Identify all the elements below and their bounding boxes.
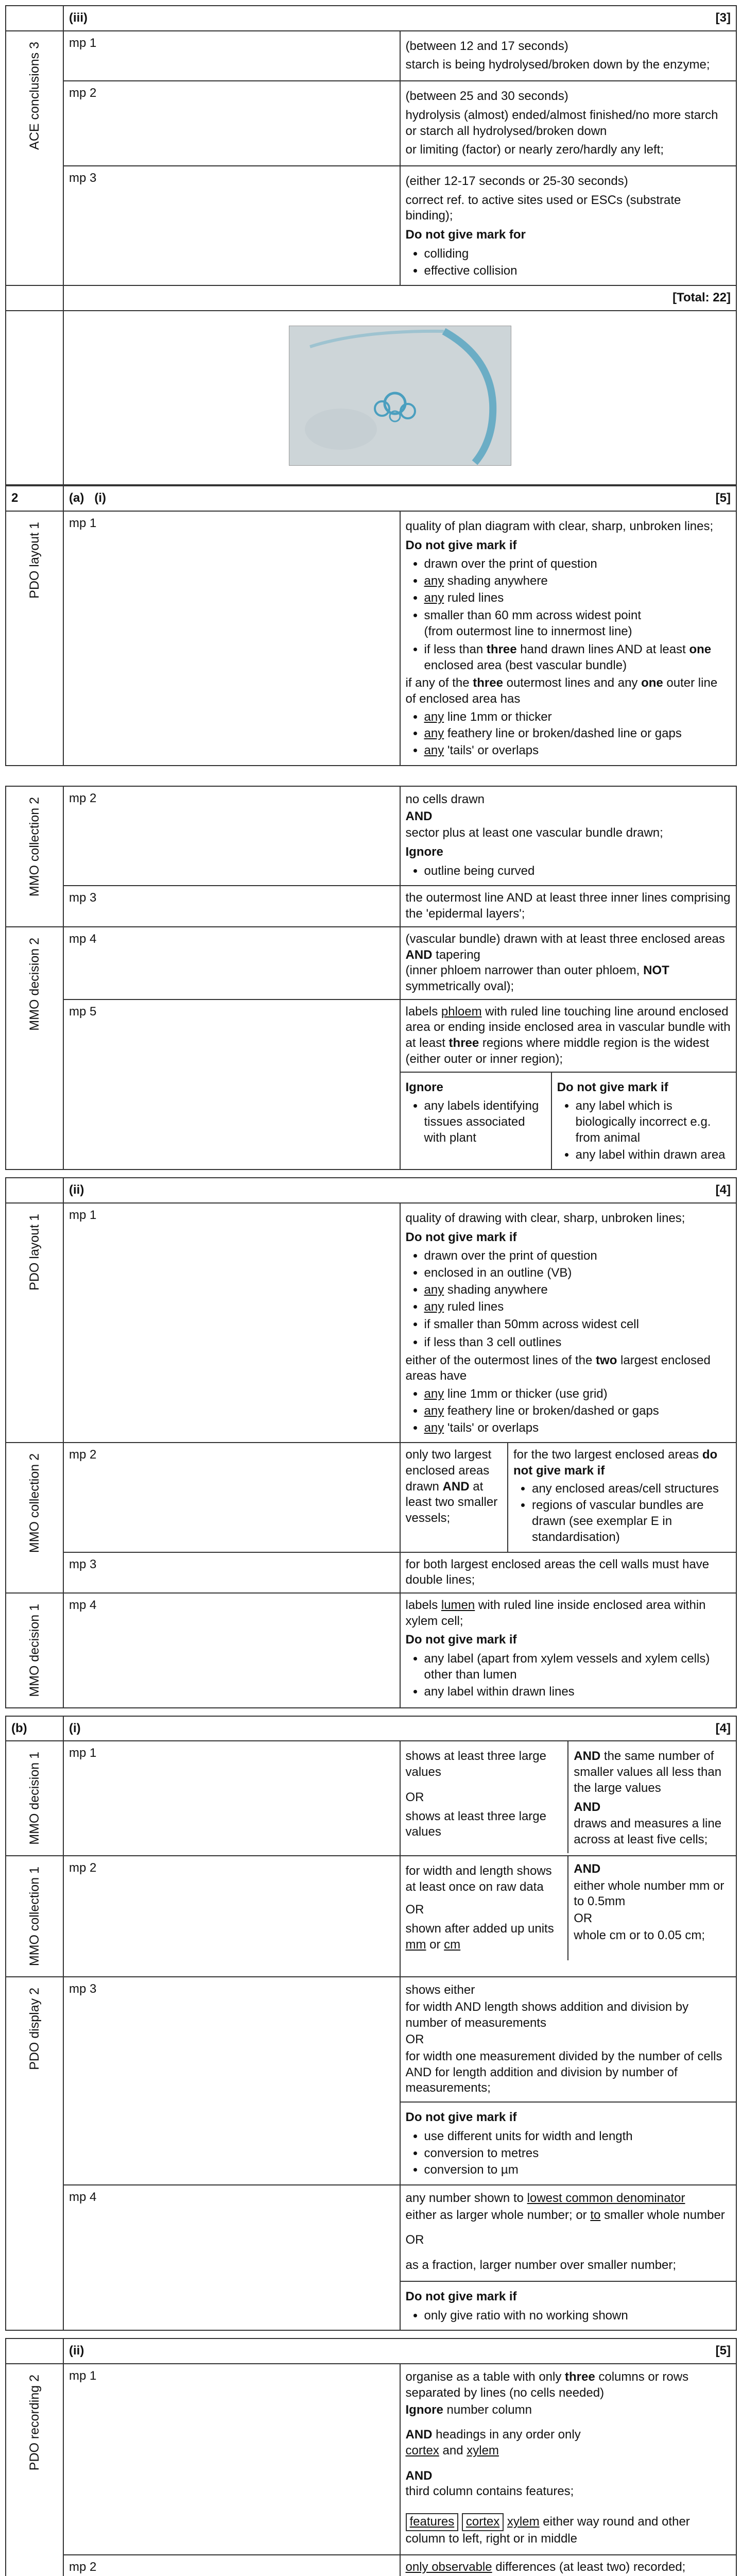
subpart-label: (b) — [11, 1721, 27, 1735]
text: ruled lines — [444, 1299, 504, 1314]
text: for width one measurement divided by the number of cells AND for length addition and division by number of measurements; — [405, 2049, 722, 2095]
emph: AND — [405, 2428, 433, 2442]
emph: any — [424, 743, 444, 758]
marks-label: [3] — [715, 11, 731, 25]
emph: two — [596, 1353, 617, 1367]
bullet-list — [406, 1651, 731, 1700]
total-label: [Total: 22] — [63, 285, 736, 311]
emph: one — [689, 642, 712, 656]
emph: AND — [405, 2468, 433, 2483]
text: number column — [443, 2402, 532, 2417]
emph: NOT — [643, 963, 669, 978]
text: AND — [574, 1862, 601, 1876]
text: hand drawn lines AND at least — [516, 642, 689, 656]
text: shows at least three large values — [405, 1809, 546, 1839]
emph: any — [424, 590, 444, 605]
mp-label: mp 1 — [63, 31, 400, 81]
text: if less than — [424, 642, 487, 656]
cortex-header-box: cortex — [462, 2513, 504, 2531]
text: any number shown to — [405, 2191, 527, 2206]
text: AND — [405, 809, 433, 823]
emph: lumen — [441, 1598, 475, 1613]
mp-label: mp 1 — [63, 1741, 400, 1856]
part-label: (i) — [94, 491, 107, 505]
list-item — [424, 709, 731, 725]
text — [406, 675, 731, 707]
table-2ai — [5, 485, 737, 1170]
text: if any of the — [405, 676, 473, 690]
skill-label: MMO decision 1 — [27, 1604, 42, 1697]
list-item: • if smaller than 50mm across widest cell — [424, 1317, 731, 1333]
text: whole cm or to 0.05 cm; — [574, 1928, 705, 1942]
part-label: (ii) — [69, 2344, 84, 2358]
text: outer line of enclosed area has — [405, 676, 718, 706]
table-2bii — [5, 2338, 737, 2576]
emph: xylem — [467, 2443, 499, 2458]
marks-label: [5] — [715, 491, 731, 505]
part-label: (i) — [69, 1721, 81, 1735]
text: with ruled line inside enclosed area within xylem cell; — [405, 1598, 706, 1628]
skill-label: ACE conclusions 3 — [27, 41, 42, 150]
skill-label: PDO layout 1 — [27, 1213, 42, 1291]
mp-label: mp 4 — [63, 927, 400, 999]
emph: any — [424, 1387, 444, 1401]
mp-label: mp 3 — [63, 886, 400, 926]
text: shows at least three large values — [405, 1749, 546, 1780]
text: (between 12 and 17 seconds) — [405, 39, 568, 53]
micrograph-image — [289, 326, 511, 466]
list-item: • outline being curved — [424, 863, 731, 879]
emph: AND — [405, 947, 433, 962]
text: tapering — [432, 947, 480, 962]
subpart-label: (a) — [69, 491, 84, 505]
do-not-give-heading: Do not give mark if — [405, 1633, 517, 1647]
bullet-list — [406, 709, 731, 759]
emph: any — [424, 573, 444, 588]
mp-label: mp 2 — [63, 1856, 400, 1977]
marks-label: [4] — [715, 1183, 731, 1197]
text: or limiting (factor) or nearly zero/hardly any left; — [405, 143, 664, 157]
text: ruled lines — [444, 590, 504, 605]
text: quality of drawing with clear, sharp, unbroken lines; — [405, 1211, 685, 1225]
text: correct ref. to active sites used or ESCs (substrate binding); — [405, 193, 681, 223]
list-item: • any label which is biologically incorrect e.g. from animal — [576, 1098, 731, 1146]
features-header-box: features — [406, 2513, 459, 2531]
skill-label: PDO recording 2 — [27, 2375, 42, 2471]
emph: lowest common denominator — [527, 2191, 685, 2206]
text: (from outermost line to innermost line) — [424, 624, 632, 639]
mp-label: mp 2 — [63, 1443, 400, 1552]
list-item — [424, 573, 731, 589]
list-item: • only give ratio with no working shown — [424, 2308, 731, 2324]
text: headings in any order only — [432, 2428, 581, 2442]
skill-label: MMO collection 2 — [27, 1453, 42, 1553]
text — [401, 2555, 736, 2576]
question-number: 2 — [11, 491, 19, 505]
text: (either 12-17 seconds or 25-30 seconds) — [405, 174, 628, 189]
list-item: • any label within drawn area — [576, 1147, 731, 1163]
stained-section-image — [289, 326, 511, 465]
bullet-list — [406, 1098, 546, 1146]
bullet-list — [406, 608, 731, 639]
text: for width AND length shows addition and division by number of measurements — [405, 1999, 689, 2030]
text: no cells drawn — [405, 792, 485, 806]
ignore-dng-table — [401, 1072, 736, 1170]
bullet-list — [406, 642, 731, 673]
text: smaller than 60 mm across widest point — [424, 608, 641, 623]
emph: any — [424, 1299, 444, 1314]
do-not-give-heading: Do not give mark if — [405, 2110, 517, 2125]
text: OR — [405, 1790, 424, 1804]
list-item: • colliding — [424, 246, 731, 262]
text: starch is being hydrolysed/broken down by the enzyme; — [405, 58, 710, 72]
marks-label: [4] — [715, 1721, 731, 1735]
bullet-list — [557, 1098, 731, 1163]
text: the outermost line AND at least three inner lines comprising the 'epidermal layers'; — [400, 886, 737, 926]
text: as a fraction, larger number over smaller number; — [405, 2258, 677, 2273]
text: largest enclosed areas have — [405, 1353, 711, 1383]
text: either way round and other column to left, right or in middle — [405, 2515, 690, 2546]
mp-label: mp 1 — [63, 1203, 400, 1443]
emph: any — [424, 709, 444, 724]
emph: AND — [442, 1479, 470, 1494]
list-item: • conversion to metres — [424, 2146, 731, 2162]
bullet-list — [406, 863, 731, 879]
emph: three — [448, 1036, 479, 1050]
text: labels — [405, 1004, 441, 1019]
ignore-heading: Ignore — [405, 1080, 443, 1094]
list-item: • any label (apart from xylem vessels and xylem cells) other than lumen — [424, 1651, 731, 1683]
emph: mm — [405, 1937, 426, 1952]
list-item — [424, 1386, 731, 1402]
table-2aii — [5, 1177, 737, 1708]
bullet-list — [513, 1481, 731, 1546]
ignore-heading: Ignore — [405, 845, 443, 859]
skill-label: PDO layout 1 — [27, 521, 42, 599]
mp-label: mp 4 — [63, 1593, 400, 1708]
list-item: • drawn over the print of question — [424, 1248, 731, 1264]
dng-block — [401, 2281, 736, 2330]
text: third column contains features; — [405, 2484, 574, 2499]
list-item — [424, 743, 731, 759]
text: (vascular bundle) drawn with at least three enclosed areas — [405, 931, 725, 946]
part-label: (ii) — [69, 1183, 84, 1197]
text: 'tails' or overlaps — [444, 743, 539, 758]
bullet-list — [406, 1317, 731, 1333]
list-item — [424, 726, 731, 742]
text: line 1mm or thicker — [444, 709, 552, 724]
list-item: • drawn over the print of question — [424, 556, 731, 572]
list-item: • enclosed in an outline (VB) — [424, 1265, 731, 1281]
emph: any — [424, 1282, 444, 1297]
emph: any — [424, 726, 444, 741]
text: regions where middle region is the widest (either outer or inner region); — [405, 1036, 710, 1066]
text: shading anywhere — [444, 573, 548, 588]
skill-label: MMO collection 2 — [27, 796, 42, 896]
list-item — [424, 1420, 731, 1436]
part-label: (iii) — [69, 11, 88, 25]
text — [401, 1977, 736, 2102]
text — [406, 1353, 731, 1384]
text: or — [426, 1937, 444, 1952]
list-item: • any labels identifying tissues associated with plant — [424, 1098, 546, 1146]
emph: cm — [444, 1937, 461, 1952]
list-item: • conversion to µm — [424, 2162, 731, 2178]
text: only two largest enclosed areas drawn — [405, 1448, 492, 1494]
text: labels — [405, 1598, 441, 1613]
text: differences (at least two) recorded; — [492, 2560, 686, 2574]
text: (between 25 and 30 seconds) — [405, 89, 568, 104]
text: either whole number mm or to 0.5mm — [574, 1878, 724, 1909]
list-item: • effective collision — [424, 263, 731, 279]
list-item: • regions of vascular bundles are drawn (see exemplar E in standardisation) — [532, 1498, 731, 1545]
text: at least two smaller vessels; — [405, 1479, 498, 1526]
list-item: • if less than 3 cell outlines — [424, 1335, 731, 1351]
mp2-split-table — [401, 1856, 736, 1960]
emph: phloem — [441, 1004, 482, 1019]
emph: only observable — [405, 2560, 492, 2574]
text: shading anywhere — [444, 1282, 548, 1297]
skill-label: PDO display 2 — [27, 1988, 42, 2070]
skill-label: MMO collection 1 — [27, 1867, 42, 1967]
skill-label: MMO decision 2 — [27, 937, 42, 1031]
text: for width and length shows at least once on raw data — [405, 1864, 552, 1894]
text: for the two largest enclosed areas — [513, 1448, 702, 1462]
list-item: • any enclosed areas/cell structures — [532, 1481, 731, 1497]
text: feathery line or broken/dashed line or gaps — [444, 726, 682, 741]
text: smaller whole number — [600, 2208, 725, 2222]
bullet-list — [406, 1386, 731, 1436]
bullet-list — [406, 246, 731, 279]
mp2-split-table — [401, 1443, 736, 1551]
text: hydrolysis (almost) ended/almost finished/no more starch or starch all hydrolysed/broken down — [405, 108, 718, 138]
do-not-give-heading: Do not give mark if — [557, 1080, 668, 1094]
mp-label: mp 3 — [63, 166, 400, 285]
text: for both largest enclosed areas the cell walls must have double lines; — [400, 1552, 737, 1593]
emph: any — [424, 1403, 444, 1418]
bullet-list — [406, 1248, 731, 1315]
list-item — [424, 608, 731, 639]
emph: AND — [574, 1800, 601, 1814]
text: shown after added up units — [405, 1922, 554, 1936]
text: symmetrically oval); — [405, 979, 514, 994]
text — [401, 2185, 736, 2281]
do-not-give-heading: Do not give mark for — [405, 228, 526, 242]
emph: to — [590, 2208, 601, 2222]
ignore-heading: Ignore — [405, 2402, 443, 2417]
bullet-list — [406, 2129, 731, 2178]
table-2bi — [5, 1716, 737, 2331]
list-item — [424, 590, 731, 606]
text: outermost lines and any — [503, 676, 642, 690]
marks-label: [5] — [715, 2344, 731, 2358]
text: columns or rows separated by lines (no cells needed) — [405, 2370, 689, 2400]
list-item — [424, 1282, 731, 1298]
text: enclosed area (best vascular bundle) — [424, 658, 627, 672]
emph: three — [486, 642, 517, 656]
table-iii — [5, 5, 737, 485]
text: sector plus at least one vascular bundle drawn; — [405, 826, 663, 840]
mp-label: mp 4 — [63, 2185, 400, 2330]
bullet-list — [406, 1335, 731, 1351]
text: OR — [574, 1911, 593, 1926]
mp-label: mp 1 — [63, 2364, 400, 2554]
text: either of the outermost lines of the — [405, 1353, 596, 1367]
text: OR — [405, 2032, 424, 2047]
emph: one — [641, 676, 663, 690]
mp-label: mp 5 — [63, 999, 400, 1170]
do-not-give-heading: Do not give mark if — [405, 538, 517, 552]
text: line 1mm or thicker (use grid) — [444, 1387, 608, 1401]
text: draws and measures a line across at least five cells; — [574, 1817, 722, 1846]
text: OR — [405, 1903, 424, 1917]
emph: cortex — [405, 2443, 439, 2458]
mp-label: mp 2 — [63, 2555, 400, 2576]
mp-label: mp 2 — [63, 786, 400, 886]
emph: do not give mark if — [513, 1448, 718, 1478]
text: OR — [405, 2233, 424, 2247]
text — [401, 1000, 736, 1072]
mark-scheme-page — [5, 5, 737, 2576]
list-item — [424, 642, 731, 673]
text: (inner phloem narrower than outer phloem, — [405, 963, 644, 978]
xylem-header-box: xylem — [507, 2515, 540, 2529]
do-not-give-heading: Do not give mark if — [405, 1230, 517, 1244]
text: organise as a table with only — [405, 2370, 565, 2384]
do-not-give-heading: Do not give mark if — [405, 2289, 517, 2303]
mp-label: mp 1 — [63, 511, 400, 766]
list-item: • any label within drawn lines — [424, 1684, 731, 1700]
text: shows either — [405, 1983, 475, 1997]
text: 'tails' or overlaps — [444, 1420, 539, 1435]
emph: three — [565, 2370, 595, 2384]
text: with ruled line touching line around enclosed area or ending inside enclosed area in vascular bundle with at least — [405, 1004, 731, 1050]
text: feathery line or broken/dashed or gaps — [444, 1403, 659, 1418]
emph: three — [473, 676, 503, 690]
mp-label: mp 2 — [63, 81, 400, 166]
list-item — [424, 1299, 731, 1315]
text: either as larger whole number; or — [405, 2208, 591, 2222]
mp-label: mp 3 — [63, 1552, 400, 1593]
text: the same number of smaller values all less than the large values — [574, 1749, 722, 1795]
emph: any — [424, 1420, 444, 1435]
mp-label: mp 3 — [63, 1977, 400, 2185]
bullet-list — [406, 556, 731, 606]
list-item: • use different units for width and length — [424, 2129, 731, 2145]
dng-block — [401, 2102, 736, 2184]
list-item — [424, 1403, 731, 1419]
mp1-split-table — [401, 1741, 736, 1853]
skill-label: MMO decision 1 — [27, 1752, 42, 1845]
emph: AND — [574, 1749, 601, 1764]
text: quality of plan diagram with clear, sharp, unbroken lines; — [405, 519, 714, 533]
text: and — [439, 2443, 467, 2458]
bullet-list — [406, 2308, 731, 2324]
